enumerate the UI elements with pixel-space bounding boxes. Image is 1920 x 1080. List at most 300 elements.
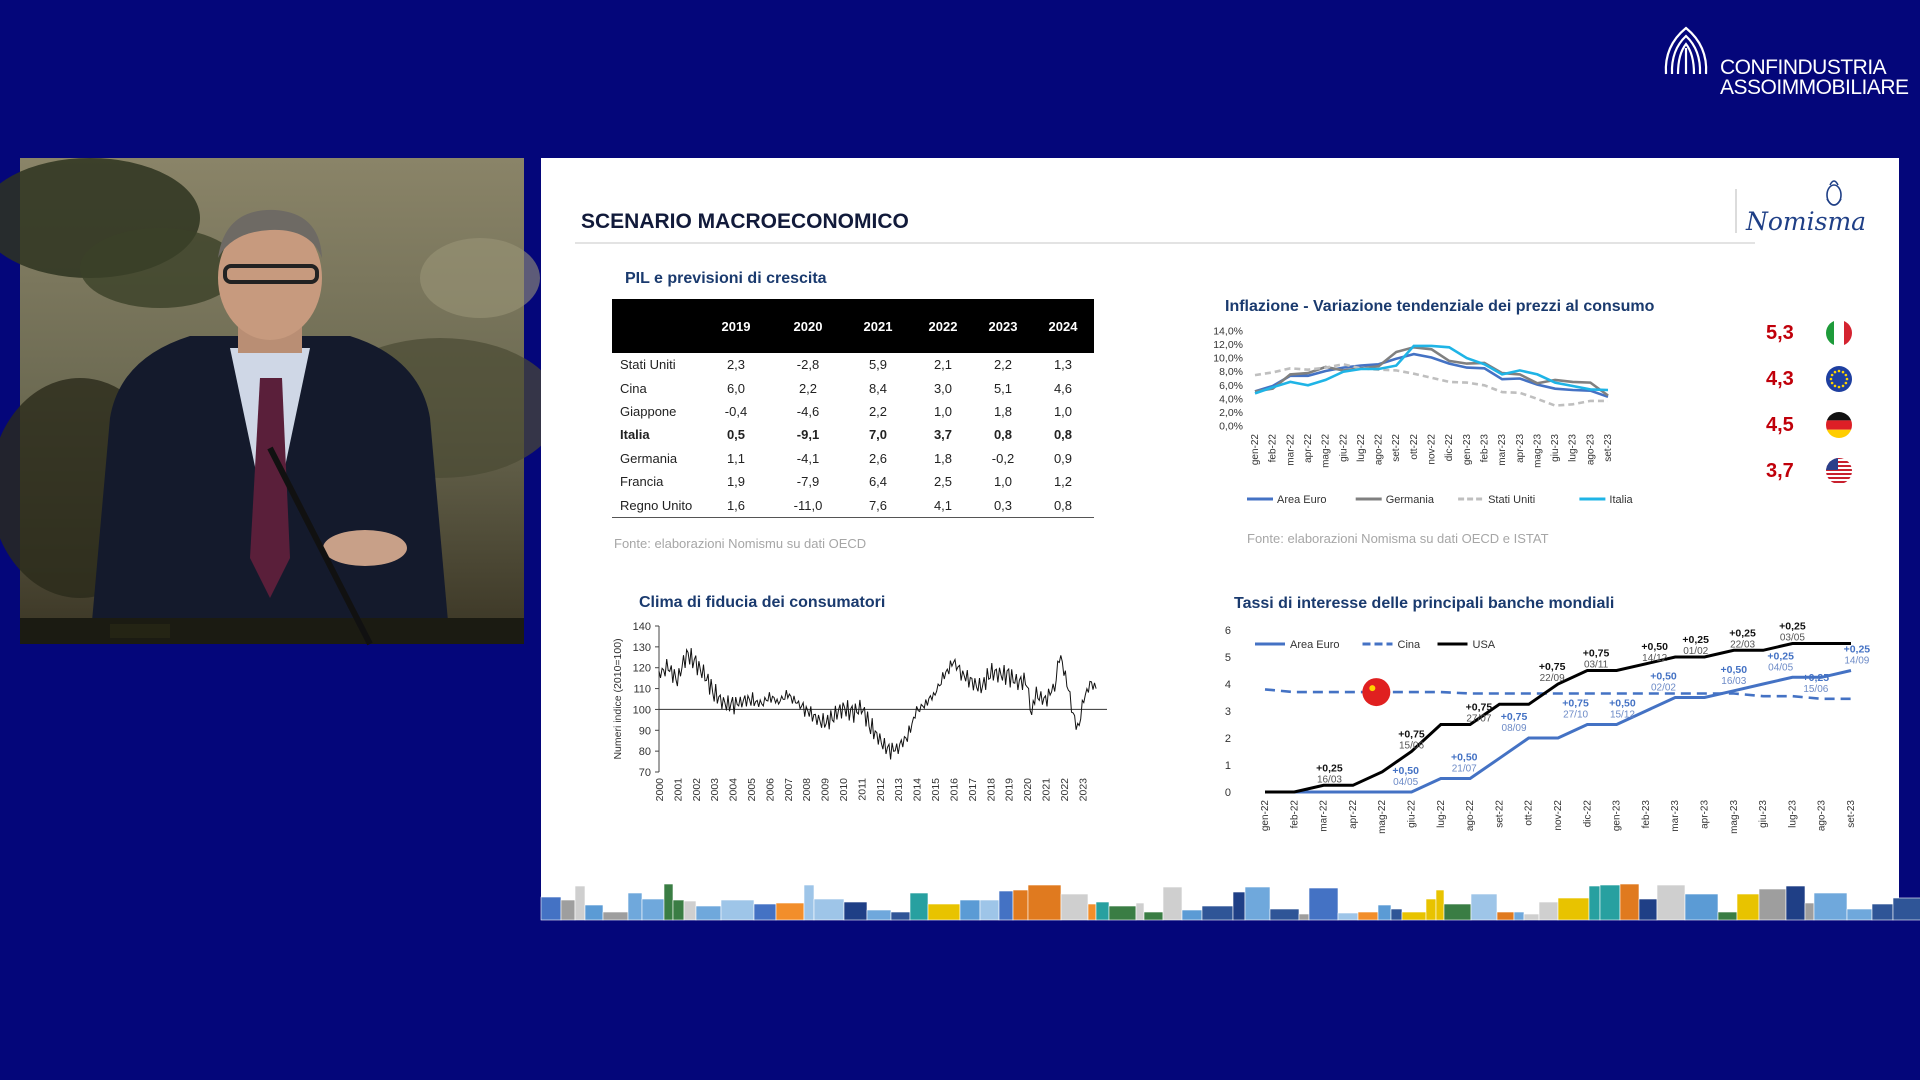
pil-value: 2,2 — [798, 380, 818, 396]
skyline-block — [910, 893, 928, 920]
inflazione-ytick: 12,0% — [1213, 339, 1243, 352]
pil-country: Italia — [620, 427, 650, 443]
skyline-block — [1639, 899, 1657, 920]
tassi-ytick: 5 — [1224, 652, 1231, 664]
skyline-block — [1338, 913, 1358, 920]
pil-value: 0,8 — [1053, 427, 1073, 443]
clima-xtick: 2014 — [911, 778, 924, 802]
tassi-annotation-date: 15/12 — [1609, 709, 1635, 721]
skyline-block — [1013, 890, 1028, 920]
tassi-annotation-value: +0,25 — [1682, 634, 1709, 646]
tassi-xtick: set-23 — [1846, 800, 1857, 828]
skyline-block — [541, 897, 561, 920]
logo-line-1: CONFINDUSTRIA — [1720, 56, 1887, 79]
skyline-block — [844, 902, 867, 920]
inflazione-xtick: nov-22 — [1426, 434, 1438, 465]
usa-flag-icon — [1825, 457, 1853, 485]
pil-value: 2,2 — [868, 403, 888, 419]
pil-table — [612, 299, 1094, 518]
skyline-block — [1497, 912, 1514, 920]
skyline-block — [1685, 894, 1718, 920]
slide-title: SCENARIO MACROECONOMICO — [581, 210, 909, 233]
pil-value: 1,8 — [993, 403, 1013, 419]
skyline-block — [1786, 886, 1805, 920]
title-divider — [575, 242, 1755, 244]
tassi-xtick: ago-23 — [1816, 800, 1828, 832]
pil-column-header: 2023 — [974, 299, 1032, 353]
pil-row — [612, 376, 1094, 399]
clima-xtick: 2020 — [1022, 778, 1035, 802]
skyline-block — [1805, 903, 1814, 920]
skyline-block — [980, 900, 999, 920]
clima-chart — [601, 620, 1121, 820]
inflazione-xtick: ago-23 — [1585, 434, 1597, 466]
clima-xtick: 2000 — [654, 778, 666, 802]
pil-column-header: 2021 — [844, 299, 912, 353]
germany-flag-icon — [1825, 411, 1853, 439]
skyline-block — [999, 891, 1013, 920]
pil-table-container — [612, 299, 1094, 518]
tassi-annotation-date: 15/06 — [1803, 683, 1829, 695]
skyline-block — [1182, 910, 1202, 920]
skyline-block — [684, 901, 696, 920]
inflazione-xtick: mar-23 — [1497, 434, 1509, 466]
inflazione-xtick: mag-23 — [1532, 434, 1544, 468]
skyline-block — [1061, 894, 1088, 920]
clima-xtick: 2015 — [930, 778, 943, 802]
pil-row — [612, 400, 1094, 423]
pil-value: -2,8 — [796, 357, 820, 373]
inflazione-xtick: lug-22 — [1355, 434, 1367, 462]
clima-ytick: 80 — [638, 746, 651, 759]
pil-title: PIL e previsioni di crescita — [625, 270, 827, 287]
skyline-block — [585, 905, 603, 920]
skyline-block — [1814, 893, 1847, 920]
pil-value: -0,2 — [991, 450, 1015, 466]
skyline-block — [1358, 912, 1378, 920]
clima-xtick: 2022 — [1058, 778, 1071, 802]
skyline-block — [754, 904, 776, 920]
tassi-ytick: 3 — [1224, 706, 1231, 718]
skyline-block — [1088, 904, 1096, 920]
tassi-annotation-date: 16/03 — [1316, 774, 1342, 786]
inflazione-xtick: lug-23 — [1567, 434, 1579, 462]
china-flag-icon — [1362, 678, 1390, 706]
pil-value: 1,0 — [933, 403, 953, 419]
inflazione-title: Inflazione - Variazione tendenziale dei prezzi al consumo — [1225, 298, 1655, 315]
skyline-block — [1299, 914, 1309, 920]
skyline-block — [814, 899, 844, 920]
pil-value: 5,1 — [993, 380, 1013, 396]
inflazione-legend-label: Italia — [1609, 494, 1633, 506]
pil-column-header: 2022 — [912, 299, 974, 353]
clima-xtick: 2013 — [893, 778, 906, 802]
inflazione-xtick: set-22 — [1391, 434, 1403, 462]
tassi-xtick: mag-22 — [1377, 800, 1389, 834]
pil-value: 1,9 — [726, 474, 746, 490]
pil-value: -0,4 — [724, 403, 748, 419]
skyline-block — [1847, 909, 1872, 920]
inflation-value: 4,3 — [1766, 368, 1794, 390]
tassi-legend-label: USA — [1472, 639, 1496, 651]
inflazione-xtick: set-23 — [1603, 434, 1614, 462]
pil-country: Francia — [620, 474, 664, 490]
skyline-block — [575, 886, 585, 920]
inflazione-legend-label: Germania — [1385, 494, 1434, 506]
flag-value-row — [1766, 364, 1866, 398]
pil-column-header: 2020 — [772, 299, 844, 353]
skyline-block — [561, 900, 575, 920]
tassi-title: Tassi di interesse delle principali banche mondiali — [1234, 595, 1615, 612]
inflazione-xtick: apr-22 — [1302, 434, 1314, 463]
skyline-block — [1524, 914, 1539, 920]
tassi-xtick: ago-22 — [1465, 800, 1477, 832]
skyline-block — [1539, 902, 1558, 920]
eu-flag-icon — [1825, 365, 1853, 393]
clima-xtick: 2001 — [672, 778, 685, 802]
pil-row — [612, 423, 1094, 446]
tassi-annotation-value: +0,25 — [1843, 643, 1871, 656]
inflazione-xtick: feb-23 — [1479, 434, 1491, 463]
skyline-block — [867, 910, 891, 920]
skyline-block — [1096, 902, 1109, 920]
inflazione-ytick: 2,0% — [1219, 406, 1243, 419]
inflation-value: 5,3 — [1766, 322, 1794, 344]
tassi-annotation-value: +0,25 — [1802, 671, 1830, 684]
inflazione-xtick: feb-22 — [1267, 434, 1279, 463]
pil-row — [612, 353, 1094, 376]
tassi-annotation-value: +0,50 — [1450, 751, 1478, 764]
tassi-annotation-value: +0,50 — [1720, 663, 1748, 676]
clima-xtick: 2016 — [948, 778, 961, 802]
clima-xtick: 2019 — [1003, 778, 1016, 802]
clima-xtick: 2017 — [966, 778, 979, 802]
pil-value: 2,6 — [868, 450, 888, 466]
skyline-block — [1378, 905, 1391, 920]
tassi-xtick: giu-22 — [1406, 800, 1418, 828]
skyline-block — [664, 884, 673, 920]
clima-xtick: 2018 — [985, 778, 998, 802]
pil-value: 2,2 — [993, 357, 1013, 373]
clima-ytick: 110 — [633, 683, 651, 696]
skyline-block — [1759, 889, 1786, 920]
clima-ytick: 130 — [632, 641, 651, 654]
inflation-value: 3,7 — [1766, 460, 1794, 482]
skyline-block — [1391, 909, 1402, 920]
tassi-xtick: feb-22 — [1289, 800, 1301, 829]
inflazione-ytick: 6,0% — [1219, 379, 1243, 392]
tassi-xtick: mar-22 — [1318, 800, 1330, 832]
tassi-annotation-date: 27/10 — [1563, 709, 1589, 721]
inflazione-ytick: 10,0% — [1213, 352, 1243, 365]
skyline-block — [1600, 885, 1620, 920]
skyline-block — [804, 885, 814, 920]
clima-xtick: 2006 — [764, 778, 777, 802]
tassi-series-cina — [1265, 689, 1851, 698]
clima-ylabel: Numeri indice (2010=100) — [612, 638, 624, 760]
pil-value: 2,5 — [933, 474, 953, 490]
skyline-block — [1893, 898, 1920, 920]
tassi-annotation-value: +0,75 — [1538, 661, 1566, 673]
pil-value: 6,0 — [726, 380, 746, 396]
tassi-xtick: feb-23 — [1640, 800, 1652, 829]
pil-value: 4,1 — [912, 493, 974, 517]
pil-value: 3,0 — [933, 380, 953, 396]
tassi-chart — [1221, 616, 1891, 834]
skyline-block — [1245, 887, 1270, 920]
inflazione-xtick: mar-22 — [1285, 434, 1297, 466]
pil-value: -9,1 — [796, 427, 820, 443]
pil-value: -4,1 — [796, 450, 820, 466]
inflation-value: 4,5 — [1766, 414, 1794, 436]
skyline-block — [673, 900, 684, 920]
clima-xtick: 2004 — [727, 778, 740, 802]
tassi-xtick: giu-23 — [1758, 800, 1770, 828]
clima-ytick: 140 — [632, 621, 651, 633]
tassi-annotation-date: 03/05 — [1779, 632, 1805, 644]
clima-xtick: 2021 — [1040, 778, 1053, 802]
skyline-block — [891, 912, 910, 920]
tassi-xtick: lug-23 — [1787, 800, 1799, 828]
tassi-annotation-date: 14/09 — [1844, 655, 1870, 667]
tassi-annotation-value: +0,75 — [1500, 711, 1528, 723]
tassi-annotation-value: +0,25 — [1779, 620, 1806, 633]
pil-value: -4,6 — [796, 403, 820, 419]
tassi-annotation-date: 27/07 — [1466, 713, 1492, 725]
inflazione-legend-label: Stati Uniti — [1488, 494, 1536, 506]
pil-value: 5,9 — [868, 357, 888, 373]
skyline-block — [1109, 906, 1136, 920]
pil-value: 1,0 — [993, 474, 1013, 490]
tassi-ytick: 2 — [1224, 733, 1231, 745]
inflazione-ytick: 14,0% — [1213, 325, 1243, 338]
skyline-block — [628, 893, 642, 920]
tassi-annotation-value: +0,50 — [1650, 670, 1677, 683]
inflazione-xtick: apr-23 — [1514, 434, 1526, 463]
inflazione-ytick: 0,0% — [1219, 420, 1243, 433]
skyline-block — [1202, 906, 1233, 920]
pil-value: 0,8 — [1032, 493, 1094, 517]
pil-value: 0,5 — [726, 427, 746, 443]
skyline-block — [1657, 885, 1685, 920]
pil-value: 0,8 — [993, 427, 1013, 443]
pil-country: Cina — [620, 380, 647, 396]
pil-value: 1,8 — [933, 450, 953, 466]
tassi-annotation-date: 03/11 — [1583, 659, 1609, 671]
tassi-series-area-euro — [1265, 671, 1851, 793]
skyline-block — [1402, 912, 1426, 920]
skyline-block — [1426, 899, 1436, 920]
tassi-annotation-date: 01/02 — [1683, 646, 1709, 657]
tassi-xtick: dic-22 — [1582, 800, 1594, 828]
italy-flag-icon — [1825, 319, 1853, 347]
tassi-annotation-value: +0,75 — [1398, 728, 1425, 741]
tassi-xtick: gen-22 — [1260, 800, 1271, 832]
pil-column-header — [612, 299, 700, 353]
inflazione-xtick: giu-23 — [1550, 434, 1562, 462]
tassi-annotation-date: 16/03 — [1721, 675, 1747, 687]
inflazione-xtick: gen-22 — [1250, 434, 1261, 466]
tassi-xtick: lug-22 — [1435, 800, 1447, 828]
tassi-annotation-value: +0,25 — [1729, 627, 1756, 640]
tassi-xtick: nov-22 — [1553, 800, 1564, 831]
pil-value: 7,0 — [868, 427, 888, 443]
pil-row — [612, 447, 1094, 470]
pil-column-header: 2019 — [700, 299, 772, 353]
inflazione-legend-label: Area Euro — [1277, 494, 1327, 506]
tassi-annotation-date: 22/03 — [1730, 639, 1756, 651]
tassi-annotation-value: +0,25 — [1767, 650, 1794, 663]
inflazione-ytick: 8,0% — [1219, 366, 1243, 379]
tassi-xtick: ott-22 — [1523, 800, 1535, 826]
tassi-xtick: mag-23 — [1728, 800, 1740, 834]
clima-xtick: 2008 — [801, 778, 814, 802]
confindustria-logo — [1660, 22, 1909, 102]
skyline-block — [1163, 887, 1182, 920]
skyline-block — [1514, 912, 1524, 920]
pil-country: Germania — [620, 450, 678, 466]
inflazione-xtick: ago-22 — [1373, 434, 1385, 466]
tassi-xtick: apr-23 — [1699, 800, 1711, 829]
inflazione-xtick: ott-22 — [1408, 434, 1420, 460]
pil-value: 6,4 — [868, 474, 888, 490]
skyline-block — [1737, 894, 1759, 920]
nomisma-logo — [1736, 173, 1886, 236]
inflazione-xtick: dic-22 — [1444, 434, 1456, 462]
skyline-block — [1558, 898, 1589, 920]
skyline-block — [928, 904, 960, 920]
tassi-annotation-date: 08/09 — [1501, 723, 1527, 734]
flag-value-row — [1766, 410, 1866, 444]
tassi-annotation-date: 04/05 — [1768, 662, 1794, 674]
clima-xtick: 2005 — [746, 778, 759, 802]
tassi-annotation-value: +0,75 — [1562, 697, 1589, 710]
tassi-ytick: 4 — [1224, 679, 1231, 691]
pil-value: 1,1 — [726, 450, 746, 466]
nomisma-wordmark: Nomisma — [1746, 207, 1867, 236]
tassi-xtick: mar-23 — [1670, 800, 1682, 832]
skyline-block — [1471, 894, 1497, 920]
decorative-skyline — [541, 870, 1899, 920]
tassi-annotation-date: 21/07 — [1451, 763, 1477, 775]
skyline-block — [1620, 884, 1639, 920]
inflazione-xtick: gen-23 — [1461, 434, 1473, 466]
clima-title: Clima di fiducia dei consumatori — [639, 594, 886, 611]
pil-value: -11,0 — [772, 493, 844, 517]
tassi-xtick: set-22 — [1494, 800, 1506, 828]
tassi-legend-label: Cina — [1397, 639, 1421, 651]
clima-xtick: 2023 — [1077, 778, 1090, 802]
skyline-block — [1718, 912, 1737, 920]
clima-xtick: 2007 — [782, 778, 795, 802]
pil-column-header: 2024 — [1032, 299, 1094, 353]
clima-xtick: 2002 — [690, 778, 703, 802]
inflazione-chart — [1201, 323, 1633, 513]
skyline-block — [776, 903, 804, 920]
speaker-video — [20, 158, 524, 644]
inflazione-ytick: 4,0% — [1219, 393, 1243, 406]
pil-value: 0,3 — [974, 493, 1032, 517]
inflazione-series-area-euro — [1255, 354, 1608, 397]
skyline-block — [1270, 909, 1299, 920]
tassi-annotation-date: 04/05 — [1393, 777, 1419, 788]
tassi-annotation-value: +0,75 — [1582, 647, 1610, 660]
clima-ytick: 90 — [638, 725, 651, 738]
pil-value: 4,6 — [1053, 380, 1073, 396]
pil-value: 2,3 — [726, 357, 746, 373]
pil-country: Stati Uniti — [620, 357, 676, 373]
tassi-xtick: gen-23 — [1611, 800, 1623, 832]
pil-value: 1,0 — [1053, 403, 1073, 419]
inflazione-source: Fonte: elaborazioni Nomisma su dati OECD e ISTAT — [1247, 531, 1549, 546]
tassi-annotation-date: 14/12 — [1642, 652, 1668, 664]
pil-value: 1,3 — [1053, 357, 1073, 373]
clima-xtick: 2010 — [838, 778, 851, 802]
skyline-block — [1144, 912, 1163, 920]
pil-value: 2,1 — [933, 357, 953, 373]
skyline-block — [1136, 903, 1144, 920]
pil-value: 8,4 — [868, 380, 888, 396]
inflazione-xtick: giu-22 — [1338, 434, 1350, 462]
pil-value: -7,9 — [796, 474, 820, 490]
tassi-annotation-date: 15/06 — [1398, 740, 1425, 752]
tassi-ytick: 6 — [1224, 625, 1231, 637]
tassi-annotation-value: +0,50 — [1609, 697, 1636, 710]
skyline-block — [721, 900, 754, 920]
skyline-block — [1872, 904, 1893, 920]
confindustria-emblem-icon — [1660, 24, 1712, 78]
flag-value-row — [1766, 456, 1866, 490]
skyline-block — [1309, 888, 1338, 920]
tassi-xtick: apr-22 — [1347, 800, 1359, 829]
pil-source: Fonte: elaborazioni Nomismu su dati OECD — [614, 536, 867, 551]
tassi-legend-label: Area Euro — [1290, 639, 1340, 651]
tassi-annotation-value: +0,75 — [1465, 701, 1493, 714]
flag-value-row — [1766, 318, 1866, 352]
pil-row — [612, 493, 1094, 517]
tassi-annotation-date: 02/02 — [1650, 682, 1676, 694]
clima-xtick: 2003 — [709, 778, 722, 802]
skyline-block — [1233, 892, 1245, 920]
tassi-annotation-value: +0,25 — [1316, 762, 1343, 775]
tassi-annotation-value: +0,50 — [1641, 640, 1668, 653]
clima-series-line — [659, 648, 1096, 759]
skyline-block — [1589, 886, 1600, 920]
pil-country: Giappone — [620, 403, 677, 419]
inflation-flag-values — [1766, 318, 1866, 498]
tassi-annotation-date: 22/09 — [1539, 673, 1565, 684]
pil-row — [612, 470, 1094, 493]
inflazione-xtick: mag-22 — [1320, 434, 1332, 468]
pil-value: 3,7 — [933, 427, 953, 443]
tassi-ytick: 1 — [1224, 760, 1231, 772]
presentation-slide — [541, 158, 1899, 920]
pil-value: 7,6 — [844, 493, 912, 517]
skyline-block — [1444, 904, 1471, 920]
skyline-block — [1028, 885, 1061, 920]
clima-ytick: 120 — [632, 662, 651, 675]
skyline-block — [603, 912, 628, 920]
skyline-block — [960, 900, 980, 920]
pil-country: Regno Unito — [612, 493, 700, 517]
clima-ytick: 70 — [638, 767, 651, 779]
tassi-ytick: 0 — [1224, 787, 1231, 799]
pil-value: 0,9 — [1053, 450, 1073, 466]
skyline-block — [642, 899, 664, 920]
skyline-block — [1436, 890, 1444, 920]
pil-value: 1,2 — [1053, 474, 1073, 490]
logo-line-2: ASSOIMMOBILIARE — [1720, 76, 1909, 99]
